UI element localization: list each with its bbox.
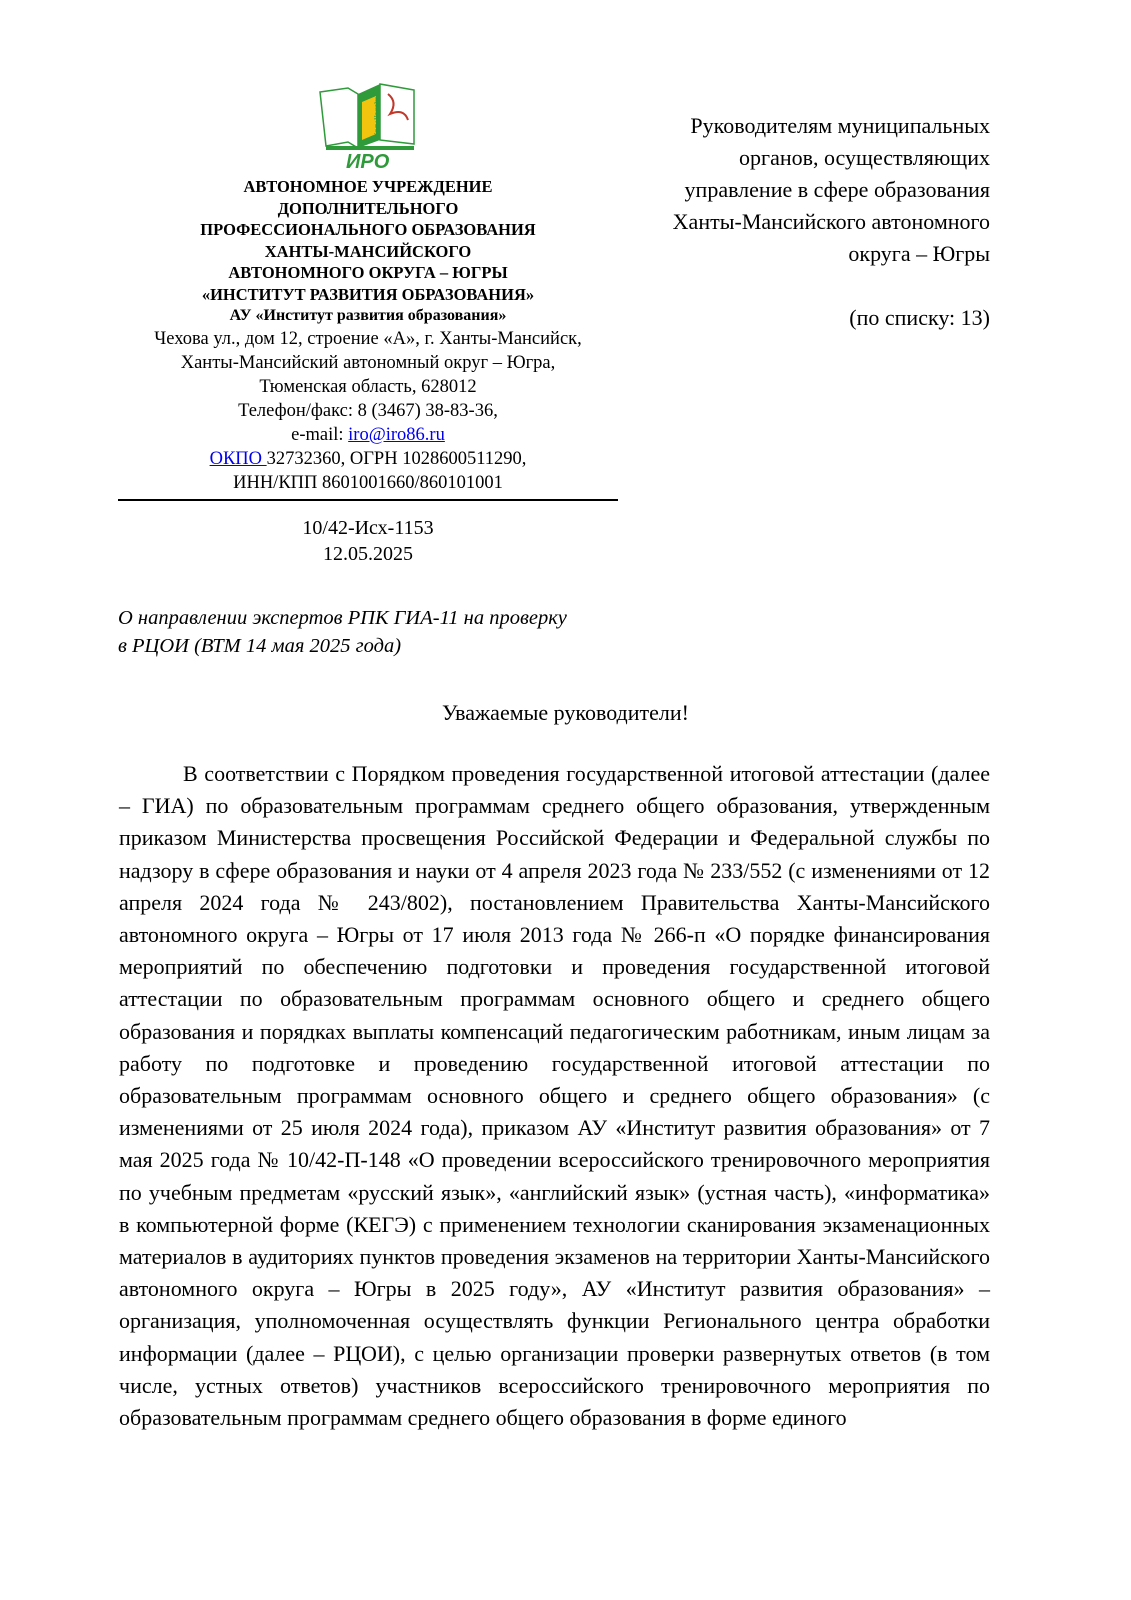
addressee-line: управление в сфере образования	[684, 177, 990, 202]
addressee-line: Руководителям муниципальных	[690, 113, 990, 138]
org-line: ДОПОЛНИТЕЛЬНОГО	[277, 198, 459, 218]
okpo-ogrn-value: 32732360, ОГРН 1028600511290,	[266, 449, 527, 469]
email-line	[118, 423, 618, 447]
org-line: ХАНТЫ-МАНСИЙСКОГО	[264, 241, 472, 261]
org-line: «ИНСТИТУТ РАЗВИТИЯ ОБРАЗОВАНИЯ»	[201, 284, 535, 304]
okpo-line	[118, 447, 618, 471]
okpo-link[interactable]: ОКПО	[209, 449, 267, 469]
email-label: e-mail:	[291, 425, 349, 445]
iro-logo	[318, 82, 418, 172]
email-link[interactable]: iro@iro86.ru	[348, 425, 445, 445]
address-line: Тюменская область, 628012	[259, 377, 477, 397]
outgoing-reference	[118, 515, 618, 567]
org-line: АВТОНОМНОЕ УЧРЕЖДЕНИЕ	[243, 177, 493, 196]
addressee-line: Ханты-Мансийского автономного	[672, 209, 990, 234]
spacer	[570, 270, 990, 302]
letterhead-divider	[118, 499, 618, 501]
organization-contacts	[118, 327, 618, 495]
salutation: Уважаемые руководители!	[442, 700, 689, 725]
address-line: Чехова ул., дом 12, строение «А», г. Ханты-Мансийск,	[154, 329, 582, 349]
phone-line: Телефон/факс: 8 (3467) 38-83-36,	[238, 401, 498, 421]
organization-short-name: АУ «Институт развития образования»	[229, 307, 507, 324]
addressee-line: органов, осуществляющих	[739, 145, 990, 170]
org-line: АВТОНОМНОГО ОКРУГА – ЮГРЫ	[228, 263, 508, 282]
subject-line: в РЦОИ (ВТМ 14 мая 2025 года)	[118, 635, 402, 657]
inn-kpp-line: ИНН/КПП 8601001660/860101001	[233, 473, 503, 493]
org-line: ПРОФЕССИОНАЛЬНОГО ОБРАЗОВАНИЯ	[200, 220, 536, 239]
subject-line: О направлении экспертов РПК ГИА-11 на проверку	[118, 607, 567, 629]
letterhead	[118, 82, 618, 501]
address-line: Ханты-Мансийский автономный округ – Югра,	[180, 353, 556, 373]
outgoing-number: 10/42-Исх-1153	[302, 517, 434, 539]
outgoing-date: 12.05.2025	[323, 543, 413, 565]
addressee-block	[570, 110, 990, 334]
organization-full-name	[118, 176, 618, 305]
distribution-note: (по списку: 13)	[849, 305, 990, 330]
logo-text: ИРО	[346, 151, 390, 172]
letter-subject	[118, 604, 638, 660]
addressee-line: округа – Югры	[848, 241, 990, 266]
logo-side-text: г. Ханты-Мансийск	[374, 97, 380, 140]
body-paragraph: В соответствии с Порядком проведения государственной итоговой аттестации (далее – ГИА) по образовательным программам среднего общего образования, утвержденным приказом Министерства просвещения Российской Федерации и Федеральной службы по надзору в сфере образования и науки от 4 апреля 2023 года № 233/552 (с изменениями от 12 апреля 2024 года № 243/802), постановлением Правительства Ханты-Мансийского автономного округа – Югры от 17 июля 2013 года № 266-п «О порядке финансирования мероприятий по обеспечению подготовки и проведения государственной итоговой аттестации по образовательным программам основного общего и среднего общего образования и порядках выплаты компенсаций педагогическим работникам, иным лицам за работу по подготовке и проведению государственной итоговой аттестации по образовательным программам основного общего и среднего общего образования» (с изменениями от 25 июля 2024 года), приказом АУ «Институт развития образования» от 7 мая 2025 года № 10/42-П-148 «О проведении всероссийского тренировочного мероприятия по учебным предметам «русский язык», «английский язык» (устная часть), «информатика» в компьютерной форме (КЕГЭ) с применением технологии сканирования экзаменационных материалов в аудиториях пунктов проведения экзаменов на территории Ханты-Мансийского автономного округа – Югры в 2025 году», АУ «Институт развития образования» – организация, уполномоченная осуществлять функции Регионального центра обработки информации (далее – РЦОИ), с целью организации проверки развернутых ответов (в том числе, устных ответов) участников всероссийского тренировочного мероприятия по образовательным программам среднего общего образования в форме единого	[119, 761, 990, 1431]
